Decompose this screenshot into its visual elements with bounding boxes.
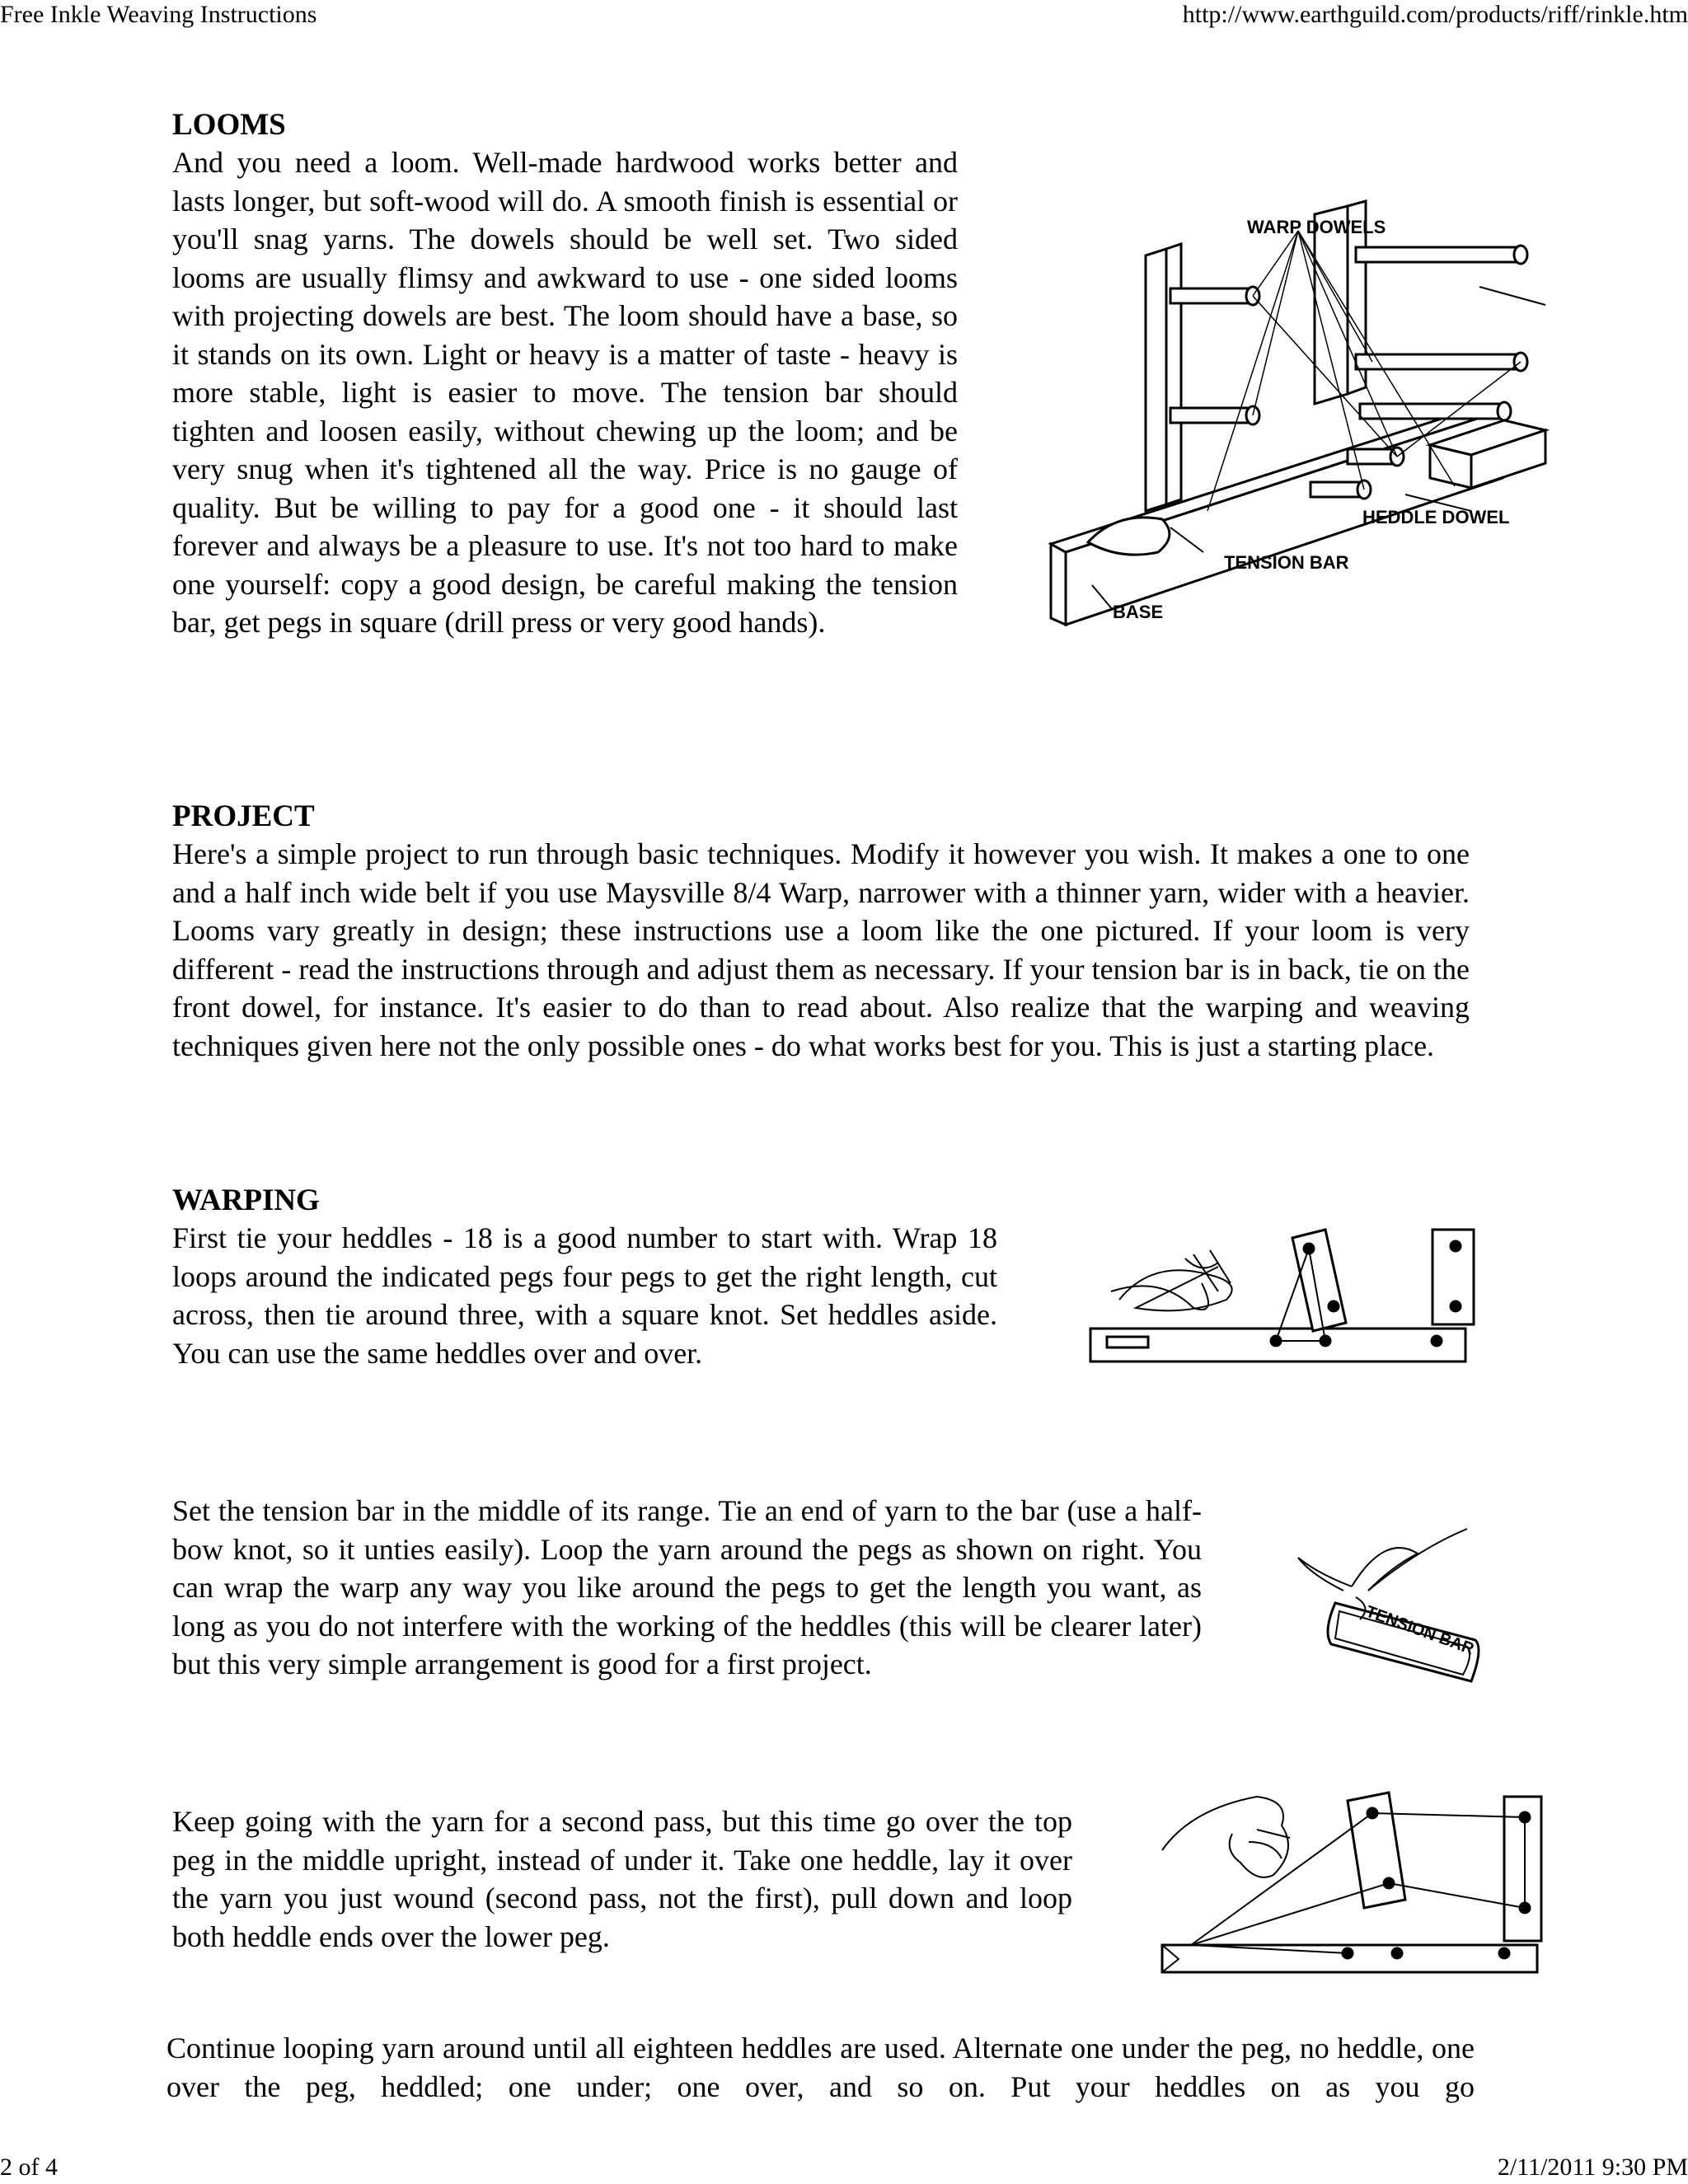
loom-diagram — [1043, 190, 1537, 643]
warping-section — [172, 1183, 997, 1372]
warping-paragraph-4: Continue looping yarn around until all eighteen heddles are used. Alternate one under the peg, no heddle, one over the peg, heddled; one under; one over, and so on. Put your heddles on as you go — [166, 2032, 1475, 2103]
warping-paragraph-3: Keep going with the yarn for a second pass, but this time go over the top peg in the middle upright, instead of under it. Take one heddle, lay it over the yarn you just wound (second pass, not the first), pull down and loop both heddle ends over the lower peg. — [172, 1805, 1072, 1953]
warping-heading: WARPING — [172, 1183, 320, 1217]
looms-paragraph: And you need a loom. Well-made hardwood works better and lasts longer, but soft-wood will do. A smooth finish is essential or you'll snag yarns. The dowels should be well set. Two sided looms are usually flimsy and awkward to use - one sided looms with projecting dowels are best. The loom should have a base, so it stands on its own. Light or heavy is a matter of taste - heavy is more stable, light is easier to move. The tension bar should tighten and loosen easily, without chewing up the loom; and be very snug when it's tightened all the way. Price is no gauge of quality. But be willing to pay for a good one - it should last forever and always be a pleasure to use. It's not too hard to make one yourself: copy a good design, be careful making the tension bar, get pegs in square (drill press or very good hands). — [172, 146, 958, 639]
warping-paragraph-2: Set the tension bar in the middle of its range. Tie an end of yarn to the bar (use a half-bow knot, so it unties easily). Loop the yarn around the pegs as shown on right. You can wrap the warp any way you like around the pegs to get the length you want, as long as you do not interfere with the working of the heddles (this will be clearer later) but this very simple arrangement is good for a first project. — [172, 1494, 1202, 1680]
label-warp-dowels: WARP DOWELS — [1247, 217, 1386, 237]
warping-block-2 — [172, 1492, 1202, 1684]
looms-heading: LOOMS — [172, 108, 286, 142]
project-section — [172, 799, 1470, 1065]
footer-page-number: 2 of 4 — [0, 2154, 58, 2181]
heddle-placement-diagram — [1158, 1784, 1554, 1974]
label-base: BASE — [1113, 602, 1164, 622]
looms-section — [172, 107, 958, 642]
warping-block-3 — [172, 1802, 1072, 1956]
warping-paragraph-1: First tie your heddles - 18 is a good number to start with. Wrap 18 loops around the indicated pegs four pegs to get the right length, cut across, then tie around three, with a square knot. Set heddles aside. You can use the same heddles over and over. — [172, 1221, 997, 1370]
footer-datetime: 2/11/2011 9:30 PM — [1497, 2154, 1688, 2181]
header-title: Free Inkle Weaving Instructions — [0, 1, 317, 28]
tension-bar-knot-diagram — [1294, 1525, 1492, 1706]
label-heddle-dowel: HEDDLE DOWEL — [1362, 507, 1510, 527]
project-paragraph: Here's a simple project to run through basic techniques. Modify it however you wish. It makes a one to one and a half inch wide belt if you use Maysville 8/4 Warp, narrower with a thinner yarn, wider with a heavier. Looms vary greatly in design; these instructions use a loom like the one pictured. If your loom is very different - read the instructions through and adjust them as necessary. If your tension bar is in back, tie on the front dowel, for instance. It's easier to do than to read about. Also realize that the warping and weaving techniques given here not the only possible ones - do what works best for you. This is just a starting place. — [172, 837, 1470, 1062]
project-heading: PROJECT — [172, 799, 315, 833]
label-tension-bar-knot: TENSION BAR — [1363, 1602, 1477, 1659]
label-tension-bar: TENSION BAR — [1224, 552, 1349, 573]
warping-block-4 — [166, 2029, 1475, 2106]
header-url[interactable]: http://www.earthguild.com/products/riff/rinkle.htm — [1182, 1, 1688, 28]
heddle-tying-diagram — [1086, 1226, 1482, 1374]
